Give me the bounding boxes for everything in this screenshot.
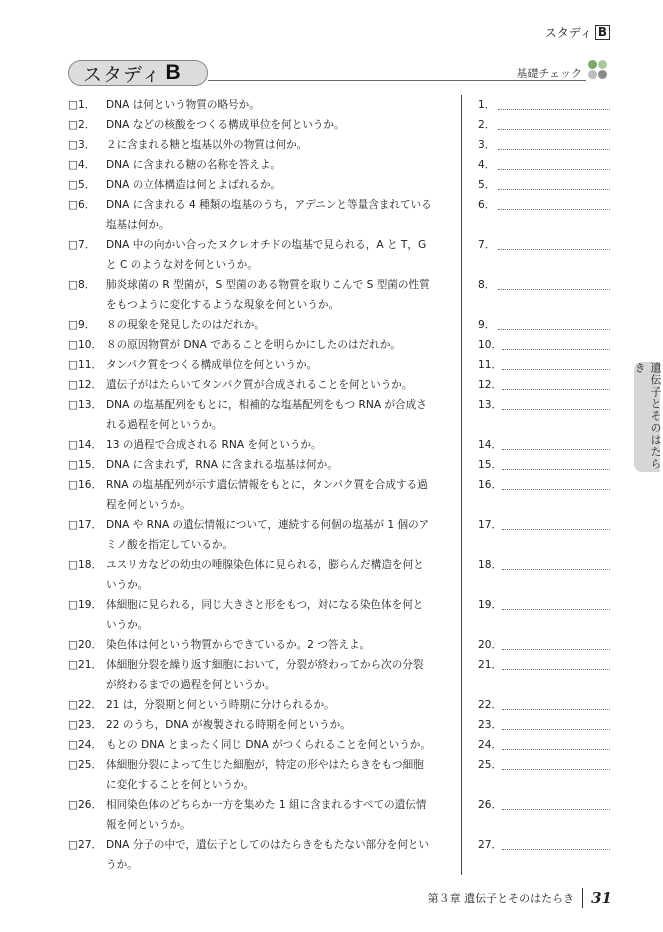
question-line: と C のような対を何というか。 (106, 259, 258, 271)
question-number[interactable]: □12． (68, 379, 103, 391)
question-line: もとの DNA とまったく同じ DNA がつくられることを何というか。 (106, 739, 431, 751)
question-line: 体細胞分裂を繰り返す細胞において，分裂が終わってから次の分裂 (106, 659, 424, 671)
section-label-box: B (595, 25, 610, 40)
question-text (106, 355, 454, 375)
answer-number: 4． (478, 159, 496, 171)
answer-item (478, 795, 610, 815)
answer-item (478, 515, 610, 535)
answer-blank[interactable] (502, 655, 610, 670)
question-number[interactable]: □9． (68, 319, 96, 331)
answer-item (478, 195, 610, 215)
answer-number: 3． (478, 139, 496, 151)
answer-number: 21． (478, 659, 503, 671)
answer-item (478, 335, 610, 355)
question-item (68, 715, 454, 735)
question-item (68, 175, 454, 195)
answer-blank[interactable] (498, 95, 610, 110)
answer-number: 8． (478, 279, 496, 291)
question-line: 程を何というか。 (106, 499, 191, 511)
answer-item (478, 395, 610, 415)
question-item (68, 375, 454, 395)
question-line: 報を何というか。 (106, 819, 191, 831)
question-item (68, 655, 454, 695)
question-text (106, 595, 454, 635)
question-line: 遺伝子がはたらいてタンパク質が合成されることを何というか。 (106, 379, 413, 391)
answer-number: 26． (478, 799, 503, 811)
answer-item (478, 275, 610, 295)
question-text (106, 455, 454, 475)
answer-item (478, 95, 610, 115)
question-text (106, 175, 454, 195)
answer-item (478, 655, 610, 675)
answer-blank[interactable] (502, 435, 610, 450)
answer-blank[interactable] (502, 375, 610, 390)
question-text (106, 275, 454, 315)
question-text (106, 155, 454, 175)
question-line: ユスリカなどの幼虫の唾腺染色体に見られる，膨らんだ構造を何と (106, 559, 424, 571)
question-text (106, 695, 454, 715)
question-item (68, 735, 454, 755)
answer-blank[interactable] (502, 515, 610, 530)
answer-blank[interactable] (502, 355, 610, 370)
answer-number: 13． (478, 399, 503, 411)
question-item (68, 695, 454, 715)
answer-number: 9． (478, 319, 496, 331)
question-line: れる過程を何というか。 (106, 419, 223, 431)
question-number[interactable]: □27． (68, 839, 103, 851)
answer-blank[interactable] (502, 555, 610, 570)
answer-number: 16． (478, 479, 503, 491)
question-item (68, 595, 454, 635)
answer-blank[interactable] (498, 135, 610, 150)
section-label-text: スタディ (544, 26, 592, 40)
question-line: ミノ酸を指定しているか。 (106, 539, 234, 551)
question-text (106, 735, 454, 755)
question-line: いうか。 (106, 579, 149, 591)
question-text (106, 635, 454, 655)
question-item (68, 395, 454, 435)
question-line: ２に含まれる糖と塩基以外の物質は何か。 (106, 139, 308, 151)
footer (428, 888, 612, 908)
question-text (106, 475, 454, 515)
answer-number: 6． (478, 199, 496, 211)
question-line: うか。 (106, 859, 138, 871)
question-line: が終わるまでの過程を何というか。 (106, 679, 276, 691)
question-text (106, 435, 454, 455)
question-line: ８の現象を発見したのはだれか。 (106, 319, 265, 331)
answer-blank[interactable] (502, 795, 610, 810)
question-item (68, 755, 454, 795)
question-line: DNA は何という物質の略号か。 (106, 99, 260, 111)
question-text (106, 135, 454, 155)
question-line: ８の原因物質が DNA であることを明らかにしたのはだれか。 (106, 339, 401, 351)
answer-blank[interactable] (502, 395, 610, 410)
question-text (106, 715, 454, 735)
question-item (68, 635, 454, 655)
answer-number: 17． (478, 519, 503, 531)
answer-number: 24． (478, 739, 503, 751)
question-text (106, 795, 454, 835)
question-item (68, 835, 454, 875)
question-text (106, 395, 454, 435)
answer-blank[interactable] (502, 735, 610, 750)
answer-number: 15． (478, 459, 503, 471)
question-line: RNA の塩基配列が示す遺伝情報をもとに，タンパク質を合成する過 (106, 479, 428, 491)
question-item (68, 195, 454, 235)
answer-item (478, 355, 610, 375)
question-item (68, 555, 454, 595)
question-line: DNA に含まれる糖の名称を答えよ。 (106, 159, 282, 171)
answer-blank[interactable] (502, 695, 610, 710)
question-number[interactable]: □22． (68, 699, 103, 711)
answer-number: 11． (478, 359, 503, 371)
answer-item (478, 475, 610, 495)
question-text (106, 655, 454, 695)
question-line: 22 のうち，DNA が複製される時期を何というか。 (106, 719, 351, 731)
answer-number: 22． (478, 699, 503, 711)
answer-item (478, 115, 610, 135)
answer-item (478, 315, 610, 335)
answer-number: 18． (478, 559, 503, 571)
question-number[interactable]: □6． (68, 199, 96, 211)
answer-number: 7． (478, 239, 496, 251)
question-number[interactable]: □10． (68, 339, 103, 351)
answer-item (478, 435, 610, 455)
question-number[interactable]: □18． (68, 559, 103, 571)
question-line: 塩基は何か。 (106, 219, 170, 231)
question-line: DNA などの核酸をつくる構成単位を何というか。 (106, 119, 345, 131)
answer-blank[interactable] (502, 595, 610, 610)
answer-item (478, 735, 610, 755)
question-line: DNA 中の向かい合ったヌクレオチドの塩基で見られる，A と T，G (106, 239, 427, 251)
question-text (106, 835, 454, 875)
question-number[interactable]: □16． (68, 479, 103, 491)
question-text (106, 375, 454, 395)
answer-blank[interactable] (498, 155, 610, 170)
question-text (106, 315, 454, 335)
question-line: をもつように変化するような現象を何というか。 (106, 299, 340, 311)
answer-blank[interactable] (498, 315, 610, 330)
question-number[interactable]: □2． (68, 119, 96, 131)
answer-blank[interactable] (502, 755, 610, 770)
question-text (106, 235, 454, 275)
footer-divider (582, 888, 583, 908)
question-line: 体細胞分裂によって生じた細胞が，特定の形やはたらきをもつ細胞 (106, 759, 424, 771)
answer-item (478, 455, 610, 475)
answer-item (478, 375, 610, 395)
answer-number: 27． (478, 839, 503, 851)
answer-number: 14． (478, 439, 503, 451)
question-line: 染色体は何という物質からできているか。2 つ答えよ。 (106, 639, 371, 651)
answer-number: 12． (478, 379, 503, 391)
answer-blank[interactable] (502, 635, 610, 650)
question-number[interactable]: □5． (68, 179, 96, 191)
question-number[interactable]: □13． (68, 399, 103, 411)
answer-item (478, 695, 610, 715)
column-divider (461, 95, 462, 875)
question-item (68, 515, 454, 555)
answer-number: 10． (478, 339, 503, 351)
dots-icon (588, 60, 608, 80)
question-number[interactable]: □24． (68, 739, 103, 751)
question-number[interactable]: □4． (68, 159, 96, 171)
question-number[interactable]: □11． (68, 359, 103, 371)
answer-item (478, 175, 610, 195)
answer-blank[interactable] (502, 475, 610, 490)
question-number[interactable]: □3． (68, 139, 96, 151)
question-number[interactable]: □20． (68, 639, 103, 651)
question-line: 相同染色体のどちらか一方を集めた 1 組に含まれるすべての遺伝情 (106, 799, 427, 811)
question-number[interactable]: □23． (68, 719, 103, 731)
answer-item (478, 155, 610, 175)
question-item (68, 115, 454, 135)
question-line: 体細胞に見られる，同じ大きさと形をもつ，対になる染色体を何と (106, 599, 424, 611)
question-list (68, 95, 454, 875)
section-label (545, 24, 610, 41)
question-line: 21 は，分裂期と何という時期に分けられるか。 (106, 699, 335, 711)
question-item (68, 315, 454, 335)
question-item (68, 475, 454, 515)
answer-item (478, 135, 610, 155)
answer-blank[interactable] (498, 275, 610, 290)
question-line: DNA の塩基配列をもとに，相補的な塩基配列をもつ RNA が合成さ (106, 399, 427, 411)
question-text (106, 515, 454, 555)
question-number[interactable]: □21． (68, 659, 103, 671)
question-line: DNA に含まれる 4 種類の塩基のうち，アデニンと等量含まれている (106, 199, 432, 211)
page-title-letter: B (165, 61, 182, 84)
answer-item (478, 635, 610, 655)
question-line: 13 の過程で合成される RNA を何というか。 (106, 439, 322, 451)
side-tab-label: 遺伝子とそのはたらき (633, 362, 662, 470)
answer-number: 5． (478, 179, 496, 191)
question-item (68, 275, 454, 315)
answer-blank[interactable] (502, 715, 610, 730)
answer-blank[interactable] (498, 235, 610, 250)
subtitle: 基礎チェック (516, 67, 582, 80)
answer-blank[interactable] (502, 335, 610, 350)
answer-item (478, 595, 610, 615)
question-item (68, 355, 454, 375)
question-item (68, 95, 454, 115)
answer-item (478, 755, 610, 775)
answer-item (478, 835, 610, 855)
question-number[interactable]: □25． (68, 759, 103, 771)
header-bar (68, 60, 604, 86)
question-text (106, 95, 454, 115)
answer-number: 2． (478, 119, 496, 131)
answer-number: 20． (478, 639, 503, 651)
question-item (68, 795, 454, 835)
answer-item (478, 715, 610, 735)
question-line: DNA の立体構造は何とよばれるか。 (106, 179, 282, 191)
question-number[interactable]: □17． (68, 519, 103, 531)
question-item (68, 155, 454, 175)
question-line: DNA や RNA の遺伝情報について，連続する何個の塩基が 1 個のア (106, 519, 430, 531)
page-title (68, 60, 208, 86)
question-number[interactable]: □1． (68, 99, 96, 111)
answer-number: 23． (478, 719, 503, 731)
question-line: いうか。 (106, 619, 149, 631)
question-number[interactable]: □19． (68, 599, 103, 611)
answer-item (478, 235, 610, 255)
question-item (68, 335, 454, 355)
page-title-text: スタディ (83, 63, 162, 86)
question-text (106, 555, 454, 595)
footer-chapter: 第３章 遺伝子とそのはたらき (427, 892, 575, 905)
question-line: に変化することを何というか。 (106, 779, 255, 791)
question-number[interactable]: □14． (68, 439, 103, 451)
side-tab (634, 362, 660, 472)
question-number[interactable]: □7． (68, 239, 96, 251)
question-number[interactable]: □26． (68, 799, 103, 811)
question-item (68, 455, 454, 475)
question-text (106, 755, 454, 795)
question-item (68, 435, 454, 455)
question-number[interactable]: □8． (68, 279, 96, 291)
answer-number: 19． (478, 599, 503, 611)
question-text (106, 195, 454, 235)
answer-blank[interactable] (498, 195, 610, 210)
answer-blank[interactable] (502, 455, 610, 470)
question-line: タンパク質をつくる構成単位を何というか。 (106, 359, 318, 371)
question-number[interactable]: □15． (68, 459, 103, 471)
question-item (68, 135, 454, 155)
answer-blank[interactable] (498, 115, 610, 130)
answer-blank[interactable] (498, 175, 610, 190)
page-number: 31 (591, 889, 612, 907)
answer-blank[interactable] (502, 835, 610, 850)
question-line: DNA 分子の中で，遺伝子としてのはたらきをもたない部分を何とい (106, 839, 430, 851)
answer-number: 25． (478, 759, 503, 771)
question-text (106, 115, 454, 135)
question-item (68, 235, 454, 275)
question-line: 肺炎球菌の R 型菌が，S 型菌のある物質を取りこんで S 型菌の性質 (106, 279, 430, 291)
question-line: DNA に含まれず，RNA に含まれる塩基は何か。 (106, 459, 338, 471)
question-text (106, 335, 454, 355)
answer-number: 1． (478, 99, 496, 111)
answer-item (478, 555, 610, 575)
